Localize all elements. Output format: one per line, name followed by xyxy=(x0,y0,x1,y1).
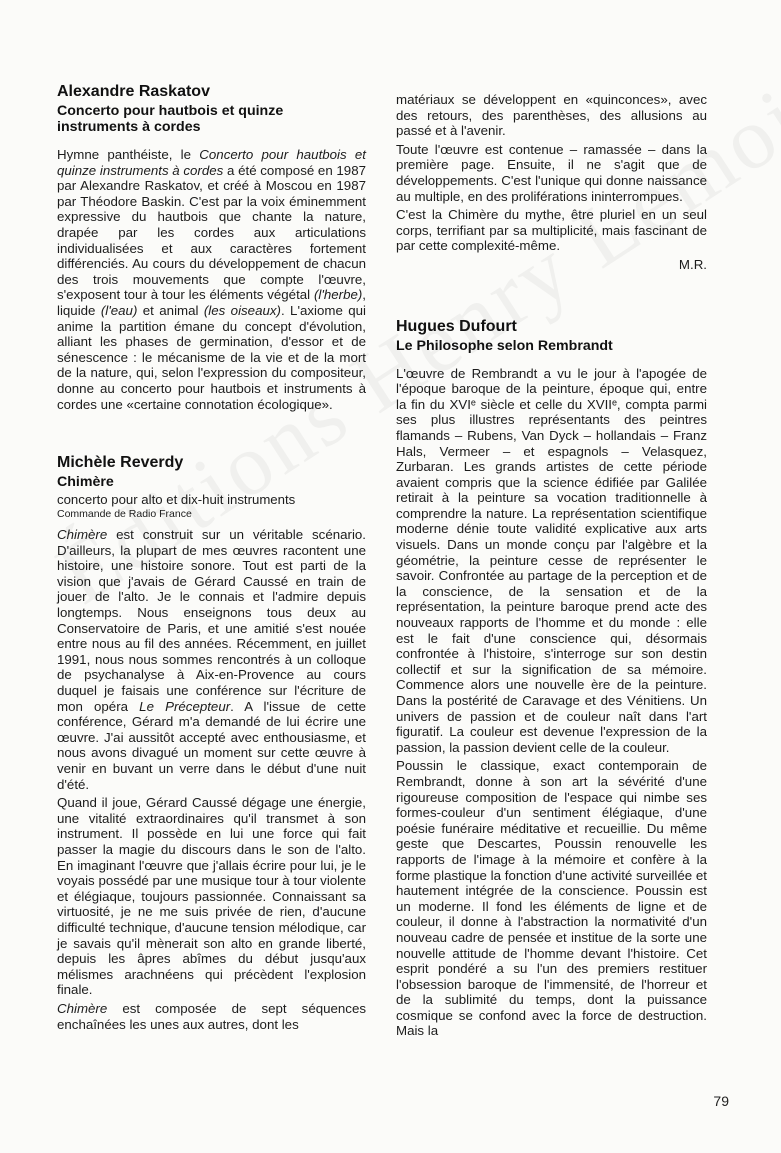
left-column xyxy=(57,82,366,1035)
paragraph: matériaux se développent en «quinconces», avec des retours, des parenthèses, des allusions au passé et à l'avenir. xyxy=(396,92,707,139)
spacer xyxy=(57,415,366,453)
paragraph: C'est la Chimère du mythe, être pluriel en un seul corps, terrifiant par sa multiplicité, mais fascinant de par cette complexité-même. xyxy=(396,207,707,254)
paragraph xyxy=(57,147,366,412)
page-number: 79 xyxy=(713,1093,729,1109)
composer-name: Michèle Reverdy xyxy=(57,454,184,472)
work-title: Chimère xyxy=(57,474,114,491)
paragraph: Toute l'œuvre est contenue – ramassée – dans la première page. Ensuite, il ne s'agit que de développements. C'est l'unique qui donne naissance au multiple, en des proliférations ininterrompues. xyxy=(396,141,707,204)
composer-name: Alexandre Raskatov xyxy=(57,83,210,100)
text: et animal xyxy=(137,302,204,318)
text-italic: (les oiseaux) xyxy=(203,302,281,318)
spacer xyxy=(396,354,707,366)
work-scoring: concerto pour alto et dix-huit instruments xyxy=(57,492,296,508)
text: , liquide xyxy=(57,287,366,318)
paragraph: Quand il joue, Gérard Caussé dégage une énergie, une vitalité extraordinaires qu'il transmet à son instrument. Il possède en lui une force qui fait passer la magie du discours dans le son de l'alto. En imaginant l'œuvre que j'allais écrire pour lui, je le voyais possédé par une musique tour à tour violente et élégiaque, toujours passionnée. Connaissant sa virtuosité, je ne me suis privée de rien, d'aucune difficulté technique, d'aucune tension mélodique, car je savais qu'il mènerait son alto en grande liberté, depuis les âpres abîmes du début jusqu'aux mélismes arachnéens qui précèdent l'explosion finale. xyxy=(57,795,366,998)
text: Hymne panthéiste, le xyxy=(57,147,200,162)
composer-name: Hugues Dufourt xyxy=(396,317,517,335)
text: a été composé en 1987 par Alexandre Raskatov, et créé à Moscou en 1987 par Théodore Baskin. C'est par la voix éminemment expressive du hautbois que chante la nature, drapée par les cordes aux articulations individualisées et aux caractères fortement différenciés. Au cours du développement de chacun des trois mouvements que compte l'œuvre, s'exposent tour à tour les éléments végétal xyxy=(57,162,366,303)
text-italic: Chimère xyxy=(57,1000,108,1016)
author-initials: M.R. xyxy=(678,256,707,272)
text: est composée de sept séquences enchaînées les unes aux autres, dont les xyxy=(57,1000,366,1032)
text: . A l'issue de cette conférence, Gérard m'a demandé de lui écrire une œuvre. J'ai aussitôt accepté avec enthousiasme, et nous avons divagué un moment sur cette œuvre à venir en buvant un verre dans le début d'une nuit d'été. xyxy=(57,698,366,792)
entry-raskatov xyxy=(57,82,366,412)
spacer xyxy=(396,273,707,317)
text-italic: (l'herbe) xyxy=(313,287,363,303)
text-italic: Concerto pour hautbois et quinze instruments à cordes xyxy=(57,147,366,178)
paragraph: L'œuvre de Rembrandt a vu le jour à l'apogée de l'époque baroque de la peinture, époque qui, entre la fin du XVIᵉ siècle et celle du XVIIᵉ, compta parmi ses plus illustres représentants des peintres flamands – Rubens, Van Dyck – hollandais – Franz Hals, Vermeer – et espagnols – Velasquez, Zurbaran. Les grands artistes de cette période avaient compris que la science édifiée par Galilée retirait à la peinture sa vocation traditionnelle à comprendre la nature. La représentation scientifique moderne dénie toute validité explicative aux arts visuels. Dans un monde conçu par l'algèbre et la géométrie, la peinture cesse de représenter le savoir. Confrontée au partage de la perception et de la conscience, de la sensation et de la représentation, la peinture baroque prend acte des nouveaux rapports de l'homme et du monde : elle est le fait d'une conscience qui, désormais confrontée à l'histoire, s'interroge sur son destin collectif et sur la signification de sa mémoire. Commence alors une nouvelle ère de la peinture. Dans la postérité de Caravage et des Vénitiens. Un univers de passion et de couleur naît dans l'art figuratif. La couleur est devenue l'expression de la passion, la passion devient celle de la couleur. xyxy=(396,365,707,755)
entry-reverdy-continued xyxy=(396,92,707,273)
text-italic: Chimère xyxy=(57,527,108,543)
paragraph xyxy=(57,1001,366,1032)
text: est construit sur un véritable scénario. D'ailleurs, la plupart de mes œuvres racontent une histoire, une histoire sonore. Tout est parti de la vision que j'avais de Gérard Caussé en train de jouer de l'alto. Je le connais et l'admire depuis longtemps. Nous enseignons tous deux au Conservatoire de Paris, et une amitié s'est nouée entre nous au fil des années. Récemment, en juillet 1991, nous nous sommes rencontrés à un colloque de psychanalyse à Aix-en-Provence au cours duquel je faisais une conférence sur l'écriture de mon opéra xyxy=(57,527,366,714)
paragraph: Poussin le classique, exact contemporain de Rembrandt, donne à son art la sévérité d'une rigoureuse composition de l'espace qui nimbe ses formes-couleur d'un sentiment élégiaque, d'une poésie funéraire méditative et recueillie. Du même geste que Descartes, Poussin renouvelle les rapports de l'image à la mémoire et confère à la forme plastique la fonction d'une activité surveillée et hautement intégrée de la conscience. Poussin est un moderne. Il fond les éléments de ligne et de couleur, il donne à l'abstraction la normativité d'un nouveau cadre de pensée et institue de la sorte une nouvelle attitude de l'homme devant l'histoire. Cet esprit pondéré a su l'un des premiers restituer l'obsession baroque de l'immensité, de l'horreur et de la sublimité du temps, dont la puissance cosmique se confond avec la force de destruction. Mais la xyxy=(396,758,707,1039)
work-title: Concerto pour hautbois et quinze instruments à cordes xyxy=(57,103,284,135)
paragraph xyxy=(57,527,366,792)
spacer xyxy=(57,135,366,147)
text-italic: Le Précepteur xyxy=(139,698,231,714)
text-italic: (l'eau) xyxy=(100,302,138,318)
commission-note: Commande de Radio France xyxy=(57,508,192,521)
text: . L'axiome qui anime la partition émane du concept d'évolution, alliant les phases de germination, d'essor et de sénescence : le mécanisme de la vie et de la mort de la nature, qui, selon l'expression du compositeur, donne au concerto pour hautbois et instruments à cordes une «certaine connotation écologique». xyxy=(57,302,366,412)
right-column xyxy=(396,92,707,1042)
work-title: Le Philosophe selon Rembrandt xyxy=(396,337,613,354)
entry-reverdy xyxy=(57,453,366,1032)
entry-dufourt xyxy=(396,317,707,1040)
